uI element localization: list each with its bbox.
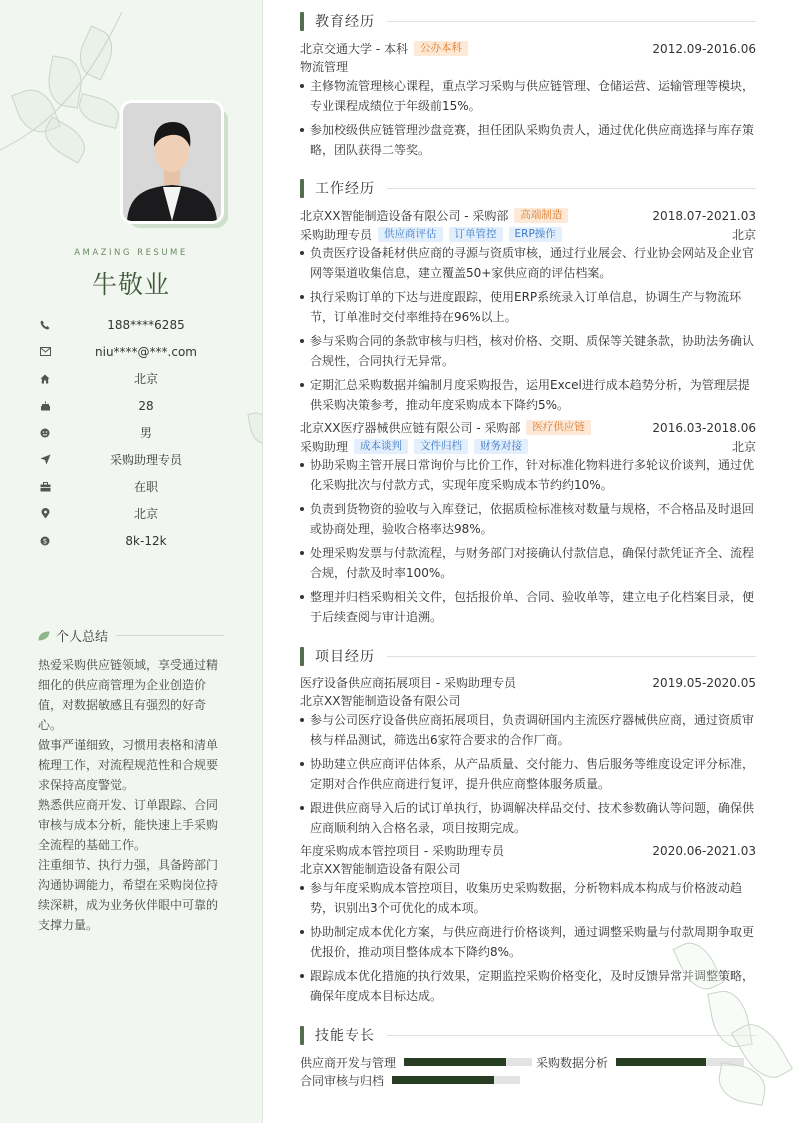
school-badge: 公办本科 — [414, 41, 468, 56]
list-item: 参与公司医疗设备供应商拓展项目，负责调研国内主流医疗器械供应商，通过资质审核与样品测试，筛选出6家符合要求的合作厂商。 — [300, 710, 756, 750]
education-major-row — [300, 57, 756, 76]
education-bullets — [300, 76, 756, 164]
education-date: 2012.09-2016.06 — [652, 41, 756, 56]
job-role: 采购助理专员 — [300, 228, 373, 242]
list-item: 参与年度采购成本管控项目，收集历史采购数据，分析物料成本构成与价格波动趋势，识别出3个可优化的成本项。 — [300, 878, 756, 918]
skill-name: 供应商开发与管理 — [300, 1055, 397, 1070]
job-role-row — [300, 437, 756, 456]
info-row-city — [38, 365, 240, 392]
list-item: 参加校级供应链管理沙盘竞赛，担任团队采购负责人，通过优化供应商选择与库存策略，团队获得二等奖。 — [300, 120, 756, 160]
sidebar — [0, 0, 263, 1123]
list-item: 协助建立供应商评估体系，从产品质量、交付能力、售后服务等维度设定评分标准，定期对合作供应商进行复评，提升供应商整体服务质量。 — [300, 754, 756, 794]
list-item: 协助采购主管开展日常询价与比价工作，针对标准化物料进行多轮议价谈判，通过优化采购批次与付款方式，实现年度采购成本节约约10%。 — [300, 455, 756, 495]
job-entry-header — [300, 206, 756, 225]
job-bullets — [300, 455, 756, 631]
status-value: 在职 — [133, 480, 158, 494]
project-company-row — [300, 859, 756, 878]
job-location: 北京 — [731, 228, 756, 242]
project-date: 2019.05-2020.05 — [652, 675, 756, 690]
cake-icon — [38, 399, 52, 413]
briefcase-icon — [38, 480, 52, 494]
send-icon — [38, 453, 52, 467]
skill-tag: 文件归档 — [414, 439, 468, 454]
major: 物流管理 — [300, 60, 349, 74]
project-date: 2020.06-2021.03 — [652, 843, 756, 858]
list-item: 参与采购合同的条款审核与归档，核对价格、交期、质保等关键条款，协助法务确认合规性，合同执行无异常。 — [300, 331, 756, 371]
skill-name: 合同审核与归档 — [300, 1073, 385, 1088]
project-name: 医疗设备供应商拓展项目 - 采购助理专员 — [300, 676, 516, 690]
project-company: 北京XX智能制造设备有限公司 — [300, 862, 461, 876]
list-item: 负责到货物资的验收与入库登记，依据质检标准核对数量与规格，不合格品及时退回或协商处理，验收合格率达98%。 — [300, 499, 756, 539]
project-entry-header — [300, 841, 756, 860]
info-row-gender — [38, 419, 240, 446]
job-date: 2018.07-2021.03 — [652, 208, 756, 223]
svg-text:$: $ — [42, 537, 48, 546]
projects-section-header — [300, 646, 756, 666]
email-value: niu****@***.com — [95, 344, 197, 359]
summary-paragraph: 注重细节、执行力强，具备跨部门沟通协调能力，希望在采购岗位持续深耕，成为业务伙伴眼中可靠的支撑力量。 — [38, 858, 219, 932]
skill-item — [536, 1053, 744, 1071]
school-name: 北京交通大学 - 本科 — [300, 42, 408, 56]
list-item: 主修物流管理核心课程，重点学习采购与供应链管理、仓储运营、运输管理等模块，专业课程成绩位于年级前15%。 — [300, 76, 756, 116]
skills-section-title: 技能专长 — [315, 1028, 375, 1044]
contact-info-list — [38, 311, 240, 554]
list-item: 整理并归档采购相关文件，包括报价单、合同、验收单等，建立电子化档案目录，便于后续查阅与审计追溯。 — [300, 587, 756, 627]
company-name: 北京XX智能制造设备有限公司 - 采购部 — [300, 209, 509, 223]
profile-photo — [120, 100, 224, 224]
job-role-row — [300, 225, 756, 244]
skill-item — [300, 1071, 520, 1089]
education-section-title: 教育经历 — [315, 14, 375, 30]
tagline: AMAZING RESUME — [74, 248, 188, 258]
summary-body — [38, 655, 224, 935]
job-location: 北京 — [731, 440, 756, 454]
education-entry-header — [300, 39, 756, 58]
list-item: 处理采购发票与付款流程，与财务部门对接确认付款信息，确保付款凭证齐全、流程合规，付款及时率100%。 — [300, 543, 756, 583]
industry-badge: 医疗供应链 — [526, 420, 591, 435]
skill-tag: 订单管控 — [449, 227, 503, 242]
phone-icon — [38, 318, 52, 332]
list-item: 协助制定成本优化方案，与供应商进行价格谈判，通过调整采购量与付款周期争取更优报价，推动项目整体成本下降约8%。 — [300, 922, 756, 962]
summary-paragraph: 做事严谨细致，习惯用表格和清单梳理工作，对流程规范性和合规要求保持高度警觉。 — [38, 738, 219, 792]
work-section-header — [300, 178, 756, 198]
info-row-salary — [38, 527, 240, 554]
skill-level-bar — [404, 1058, 532, 1066]
salary-value: 8k-12k — [125, 533, 167, 548]
info-row-email — [38, 338, 240, 365]
gender-value: 男 — [139, 426, 152, 440]
position-value: 采购助理专员 — [109, 453, 182, 467]
candidate-name: 牛敬业 — [91, 270, 170, 299]
info-row-status — [38, 473, 240, 500]
project-name: 年度采购成本管控项目 - 采购助理专员 — [300, 844, 504, 858]
money-icon — [38, 534, 52, 548]
mail-icon — [38, 345, 52, 359]
city-value: 北京 — [133, 372, 158, 386]
leaf-decoration — [247, 411, 263, 446]
list-item: 定期汇总采购数据并编制月度采购报告，运用Excel进行成本趋势分析，为管理层提供采购决策参考，推动年度采购成本下降约5%。 — [300, 375, 756, 415]
summary-header — [38, 626, 224, 645]
skill-name: 采购数据分析 — [536, 1055, 609, 1070]
project-bullets — [300, 710, 756, 842]
job-role: 采购助理 — [300, 440, 349, 454]
skill-item — [300, 1053, 532, 1071]
gender-icon — [38, 426, 52, 440]
leaf-icon — [38, 626, 50, 645]
skill-level-bar — [392, 1076, 520, 1084]
job-bullets — [300, 243, 756, 419]
skill-tag: 成本谈判 — [354, 439, 408, 454]
industry-badge: 高端制造 — [514, 208, 568, 223]
projects-section-title: 项目经历 — [315, 649, 375, 665]
project-entry-header — [300, 673, 756, 692]
list-item: 执行采购订单的下达与进度跟踪，使用ERP系统录入订单信息，协调生产与物流环节，订单准时交付率维持在96%以上。 — [300, 287, 756, 327]
company-name: 北京XX医疗器械供应链有限公司 - 采购部 — [300, 421, 521, 435]
work-section-title: 工作经历 — [315, 181, 375, 197]
skill-tag: 供应商评估 — [378, 227, 443, 242]
skill-tag: ERP操作 — [509, 227, 562, 242]
education-section-header — [300, 11, 756, 31]
list-item: 负责医疗设备耗材供应商的寻源与资质审核，通过行业展会、行业协会网站及企业官网等渠道收集信息，建立覆盖50+家供应商的评估档案。 — [300, 243, 756, 283]
home-icon — [38, 372, 52, 386]
info-row-phone — [38, 311, 240, 338]
avatar — [120, 100, 224, 224]
project-company-row — [300, 691, 756, 710]
job-date: 2016.03-2018.06 — [652, 420, 756, 435]
list-item: 跟踪成本优化措施的执行效果，定期监控采购价格变化，及时反馈异常并调整策略，确保年度成本目标达成。 — [300, 966, 756, 1006]
info-row-position — [38, 446, 240, 473]
target-city-value: 北京 — [133, 507, 158, 521]
info-row-age — [38, 392, 240, 419]
skill-tag: 财务对接 — [474, 439, 528, 454]
job-entry-header — [300, 418, 756, 437]
main-content — [262, 0, 794, 1123]
summary-paragraph: 热爱采购供应链领域，享受通过精细化的供应商管理为企业创造价值，对数据敏感且有强烈的好奇心。 — [38, 658, 219, 732]
info-row-target-city — [38, 500, 240, 527]
location-pin-icon — [38, 507, 52, 521]
skills-section-header — [300, 1025, 756, 1045]
summary-paragraph: 熟悉供应商开发、订单跟踪、合同审核与成本分析，能快速上手采购全流程的基础工作。 — [38, 798, 219, 852]
summary-title: 个人总结 — [56, 630, 109, 645]
project-company: 北京XX智能制造设备有限公司 — [300, 694, 461, 708]
age-value: 28 — [138, 398, 154, 413]
phone-value: 188****6285 — [107, 317, 185, 332]
list-item: 跟进供应商导入后的试订单执行，协调解决样品交付、技术参数确认等问题，确保供应商顺利纳入合格名录，项目按期完成。 — [300, 798, 756, 838]
